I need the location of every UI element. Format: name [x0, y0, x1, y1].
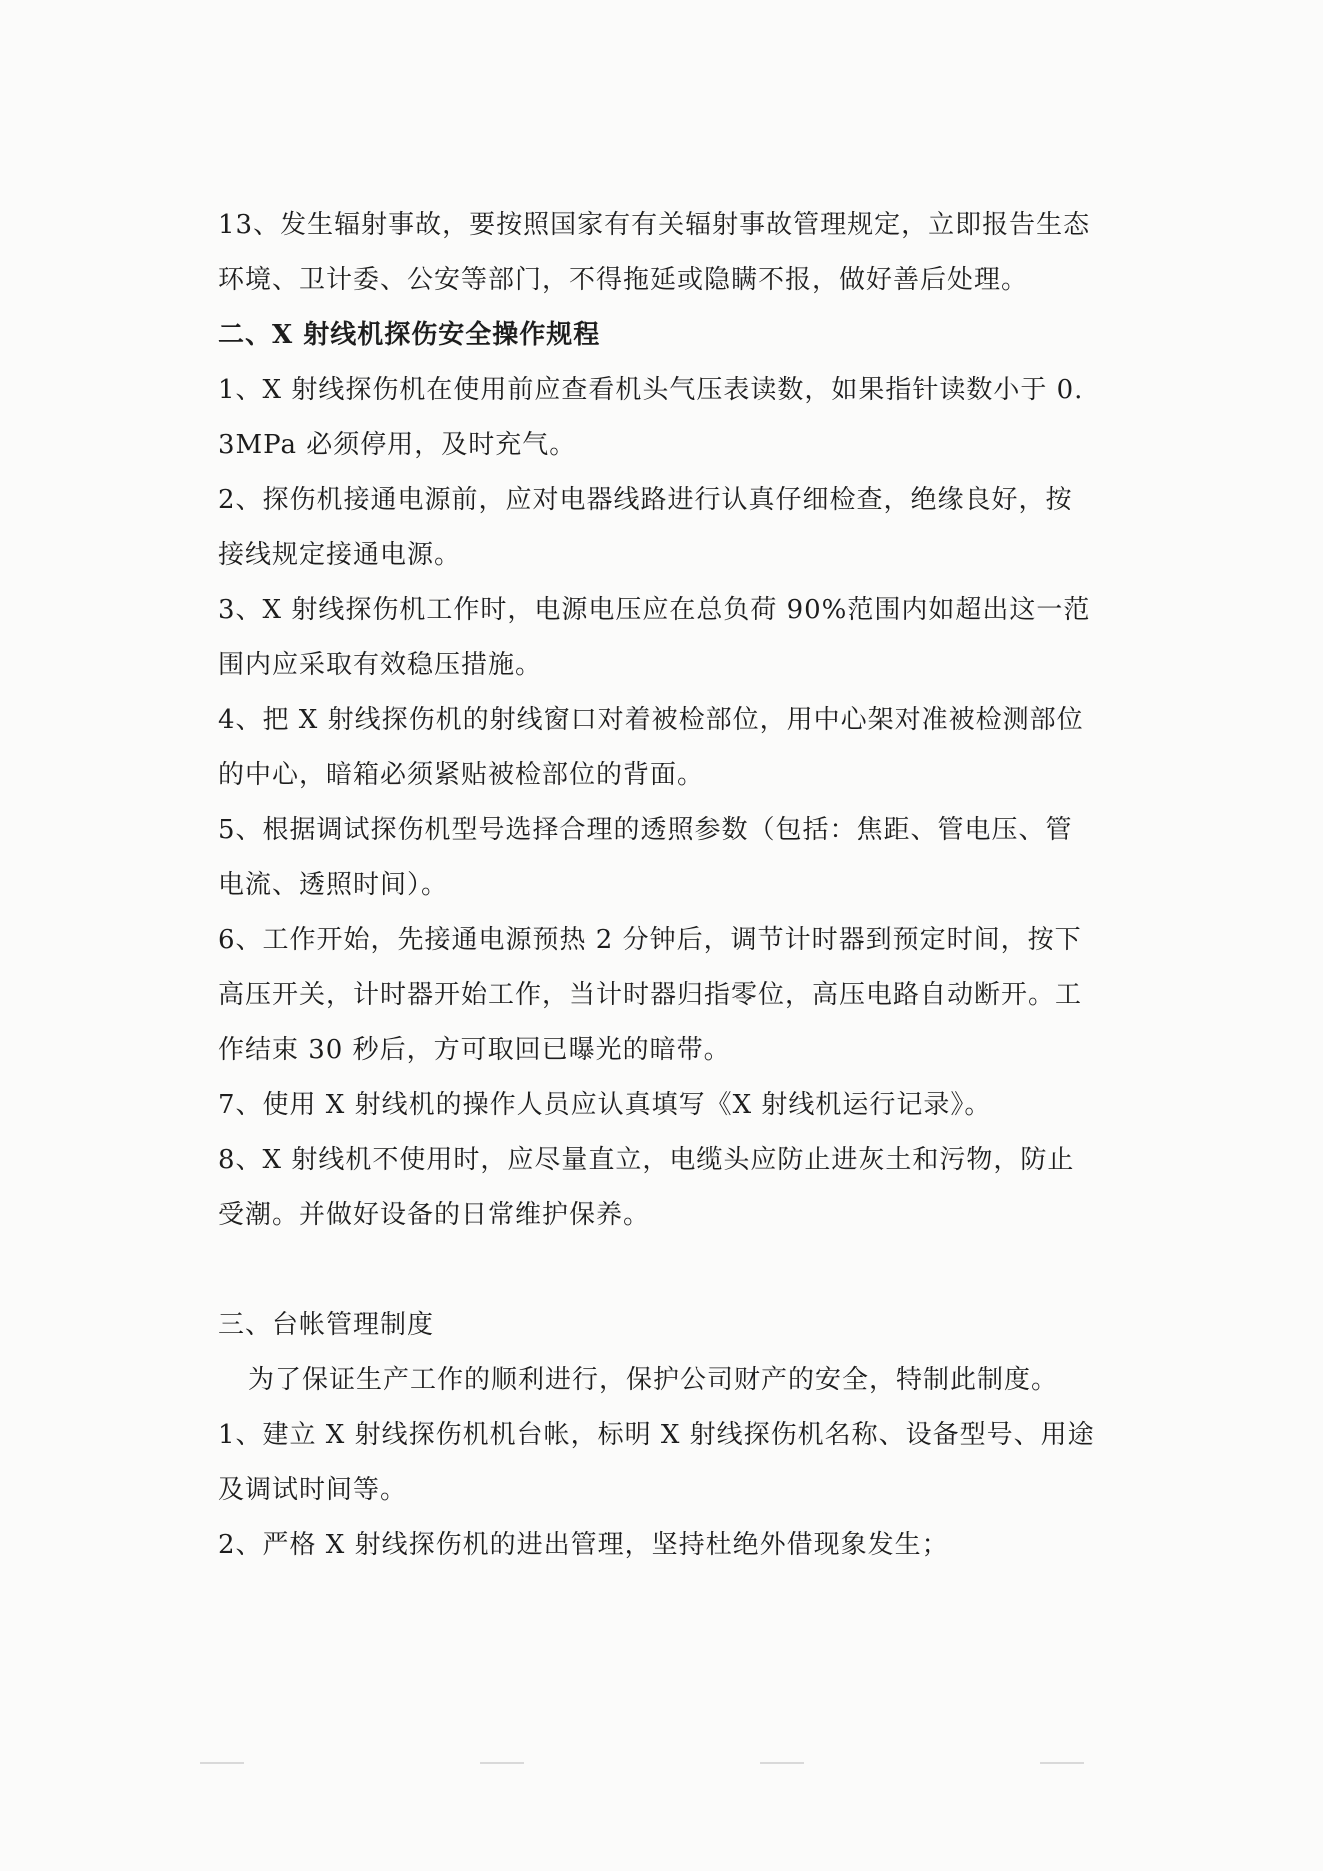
- section-gap: [218, 1243, 1098, 1298]
- section2-item-7: 7、使用 X 射线机的操作人员应认真填写《X 射线机运行记录》。: [218, 1090, 992, 1120]
- section3-item-1: 1、建立 X 射线探伤机机台帐，标明 X 射线探伤机名称、设备型号、用途及调试时间等。: [218, 1420, 1095, 1505]
- section2-item-1: 1、X 射线探伤机在使用前应查看机头气压表读数，如果指针读数小于 0.3MPa 必须停用，及时充气。: [218, 375, 1084, 460]
- scan-mark: [200, 1762, 244, 1764]
- document-body: [218, 198, 1098, 1573]
- section2-item-3: 3、X 射线探伤机工作时，电源电压应在总负荷 90%范围内如超出这一范围内应采取有效稳压措施。: [218, 595, 1091, 680]
- section3-item-2: 2、严格 X 射线探伤机的进出管理，坚持杜绝外借现象发生；: [218, 1530, 949, 1560]
- section2-item-5: 5、根据调试探伤机型号选择合理的透照参数（包括：焦距、管电压、管电流、透照时间）。: [218, 815, 1073, 900]
- section2-item-2: 2、探伤机接通电源前，应对电器线路进行认真仔细检查，绝缘良好，按接线规定接通电源。: [218, 485, 1073, 570]
- scan-footer-marks: [200, 1762, 1100, 1768]
- section2-item-4: 4、把 X 射线探伤机的射线窗口对着被检部位，用中心架对准被检测部位的中心，暗箱必须紧贴被检部位的背面。: [218, 705, 1084, 790]
- section3-intro: 为了保证生产工作的顺利进行，保护公司财产的安全，特制此制度。: [248, 1365, 1059, 1395]
- section3-heading: 三、台帐管理制度: [218, 1310, 435, 1340]
- scan-mark: [1040, 1762, 1084, 1764]
- section2-heading: 二、X 射线机探伤安全操作规程: [218, 320, 601, 350]
- scan-mark: [480, 1762, 524, 1764]
- section2-item-8: 8、X 射线机不使用时，应尽量直立，电缆头应防止进灰土和污物，防止受潮。并做好设备的日常维护保养。: [218, 1145, 1075, 1230]
- section1-item-13: 13、发生辐射事故，要按照国家有有关辐射事故管理规定，立即报告生态环境、卫计委、公安等部门，不得拖延或隐瞒不报，做好善后处理。: [218, 210, 1091, 295]
- scan-mark: [760, 1762, 804, 1764]
- section2-item-6: 6、工作开始，先接通电源预热 2 分钟后，调节计时器到预定时间，按下高压开关，计时器开始工作，当计时器归指零位，高压电路自动断开。工作结束 30 秒后，方可取回已曝光的暗带。: [218, 925, 1083, 1065]
